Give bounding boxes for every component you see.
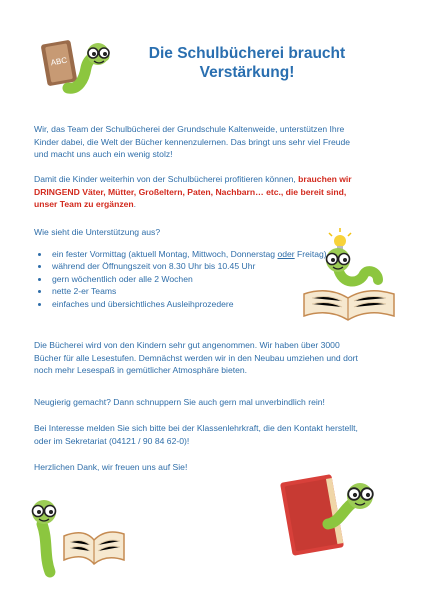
oder-underlined: oder: [277, 249, 295, 259]
need-lead: Damit die Kinder weiterhin von der Schulbücherei profitieren können,: [34, 174, 296, 184]
list-item: • einfaches und übersichtliches Ausleihprozedere: [50, 298, 330, 310]
need-end: .: [133, 199, 137, 209]
worm-in-red-book-illustration: [284, 464, 384, 564]
lightbulb-icon: [334, 235, 346, 247]
support-list: [34, 248, 330, 310]
need-emphasis: brauchen wir DRINGEND Väter, Mütter, Großeltern, Paten, Nachbarn… etc., die bereit sind, unser Team zu ergänzen: [34, 174, 352, 209]
thanks-line: Herzlichen Dank, wir freuen uns auf Sie!: [34, 462, 188, 472]
worm-with-abc-book-illustration: [38, 36, 118, 96]
title-line-1: Die Schulbücherei braucht: [148, 45, 346, 62]
intro-paragraph: Wir, das Team der Schulbücherei der Grundschule Kaltenweide, unterstützen Ihre Kinder dabei, die Welt der Bücher kennenzulernen. Das bringt uns sehr viel Freude und macht uns auch ein wenig stolz!: [34, 124, 351, 159]
contact-paragraph: Bei Interesse melden Sie sich bitte bei der Klassenlehrkraft, die den Kontakt herstellt, oder im Sekretariat (04121 / 90 84 62-0)!: [34, 423, 358, 446]
need-paragraph: [34, 173, 366, 211]
abc-book-lettering: ABC: [50, 55, 68, 68]
title-line-2: Verstärkung!: [199, 64, 295, 81]
support-question: Wie sieht die Unterstützung aus?: [34, 227, 161, 237]
list-item: • ein fester Vormittag (aktuell Montag, Mittwoch, Donnerstag oder Freitag): [50, 248, 330, 260]
list-item: • während der Öffnungszeit von 8.30 Uhr bis 10.45 Uhr: [50, 260, 330, 272]
worm-holding-book-illustration: [28, 490, 128, 580]
list-item: • nette 2-er Teams: [50, 285, 330, 297]
curious-paragraph: Neugierig gemacht? Dann schnuppern Sie auch gern mal unverbindlich rein!: [34, 397, 325, 407]
page-title: [112, 44, 382, 82]
list-item: • gern wöchentlich oder alle 2 Wochen: [50, 273, 330, 285]
library-paragraph: Die Bücherei wird von den Kindern sehr gut angenommen. Wir haben über 3000 Bücher für alle Lesestufen. Demnächst werden wir in den Neubau umziehen und dort noch mehr Lesespaß in gemütlicher Atmosphäre bieten.: [34, 340, 358, 375]
worm-reading-book-illustration: [298, 228, 398, 328]
